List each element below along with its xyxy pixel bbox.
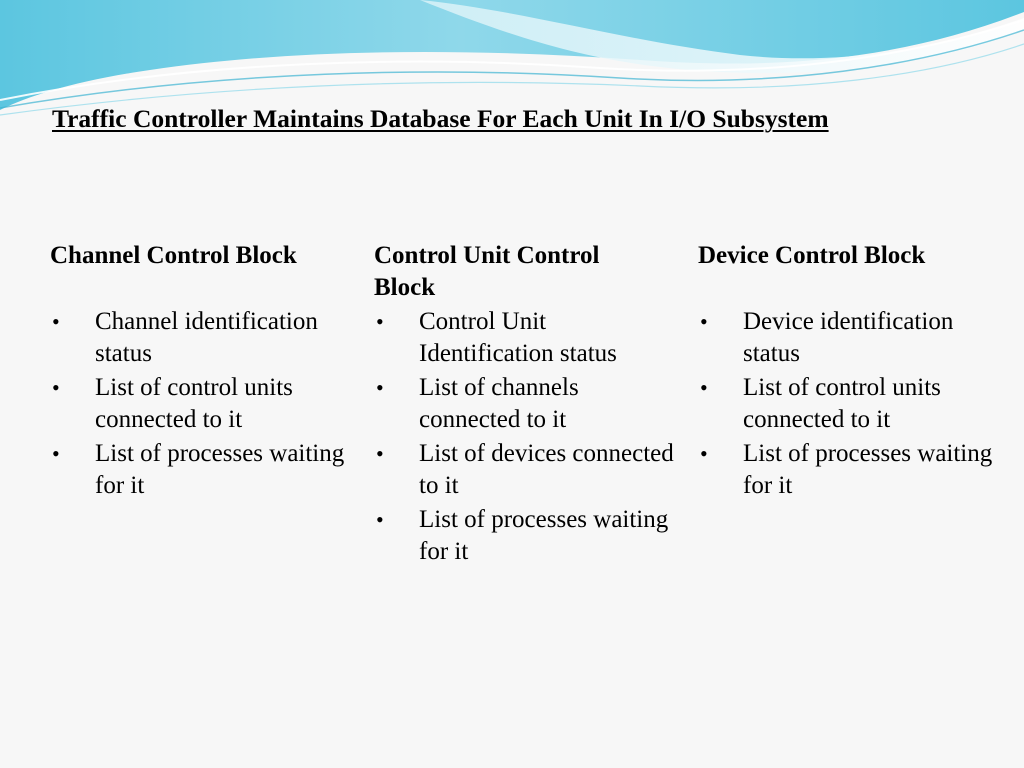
bullet-list <box>374 306 674 568</box>
list-item <box>50 372 360 436</box>
list-item <box>374 306 674 370</box>
list-item-text: List of channels connected to it <box>419 374 579 433</box>
list-item <box>374 372 674 436</box>
column-heading: Channel Control Block <box>50 242 297 269</box>
column-control-unit-control-block <box>374 240 674 570</box>
bullet-icon: • <box>52 441 60 466</box>
column-channel-control-block <box>50 240 360 504</box>
bullet-icon: • <box>376 309 384 334</box>
list-item-text: List of devices connected to it <box>419 440 674 499</box>
list-item-text: Device identification status <box>743 308 954 367</box>
bullet-list <box>50 306 360 502</box>
bullet-icon: • <box>700 309 708 334</box>
list-item <box>698 438 1008 502</box>
bullet-icon: • <box>376 507 384 532</box>
bullet-icon: • <box>700 441 708 466</box>
list-item-text: Control Unit Identification status <box>419 308 617 367</box>
list-item-text: List of processes waiting for it <box>419 506 669 565</box>
bullet-icon: • <box>376 375 384 400</box>
slide-title: Traffic Controller Maintains Database For Each Unit In I/O Subsystem <box>52 104 829 133</box>
bullet-list <box>698 306 1008 502</box>
column-heading: Device Control Block <box>698 242 926 269</box>
list-item <box>374 438 674 502</box>
list-item <box>698 372 1008 436</box>
column-device-control-block <box>698 240 1008 504</box>
list-item-text: List of control units connected to it <box>95 374 293 433</box>
list-item <box>50 306 360 370</box>
bullet-icon: • <box>376 441 384 466</box>
list-item-text: List of processes waiting for it <box>95 440 345 499</box>
bullet-icon: • <box>52 375 60 400</box>
bullet-icon: • <box>700 375 708 400</box>
bullet-icon: • <box>52 309 60 334</box>
list-item-text: List of control units connected to it <box>743 374 941 433</box>
list-item <box>50 438 360 502</box>
list-item-text: Channel identification status <box>95 308 318 367</box>
column-heading: Control Unit Control Block <box>374 242 600 301</box>
list-item <box>698 306 1008 370</box>
list-item <box>374 504 674 568</box>
list-item-text: List of processes waiting for it <box>743 440 993 499</box>
